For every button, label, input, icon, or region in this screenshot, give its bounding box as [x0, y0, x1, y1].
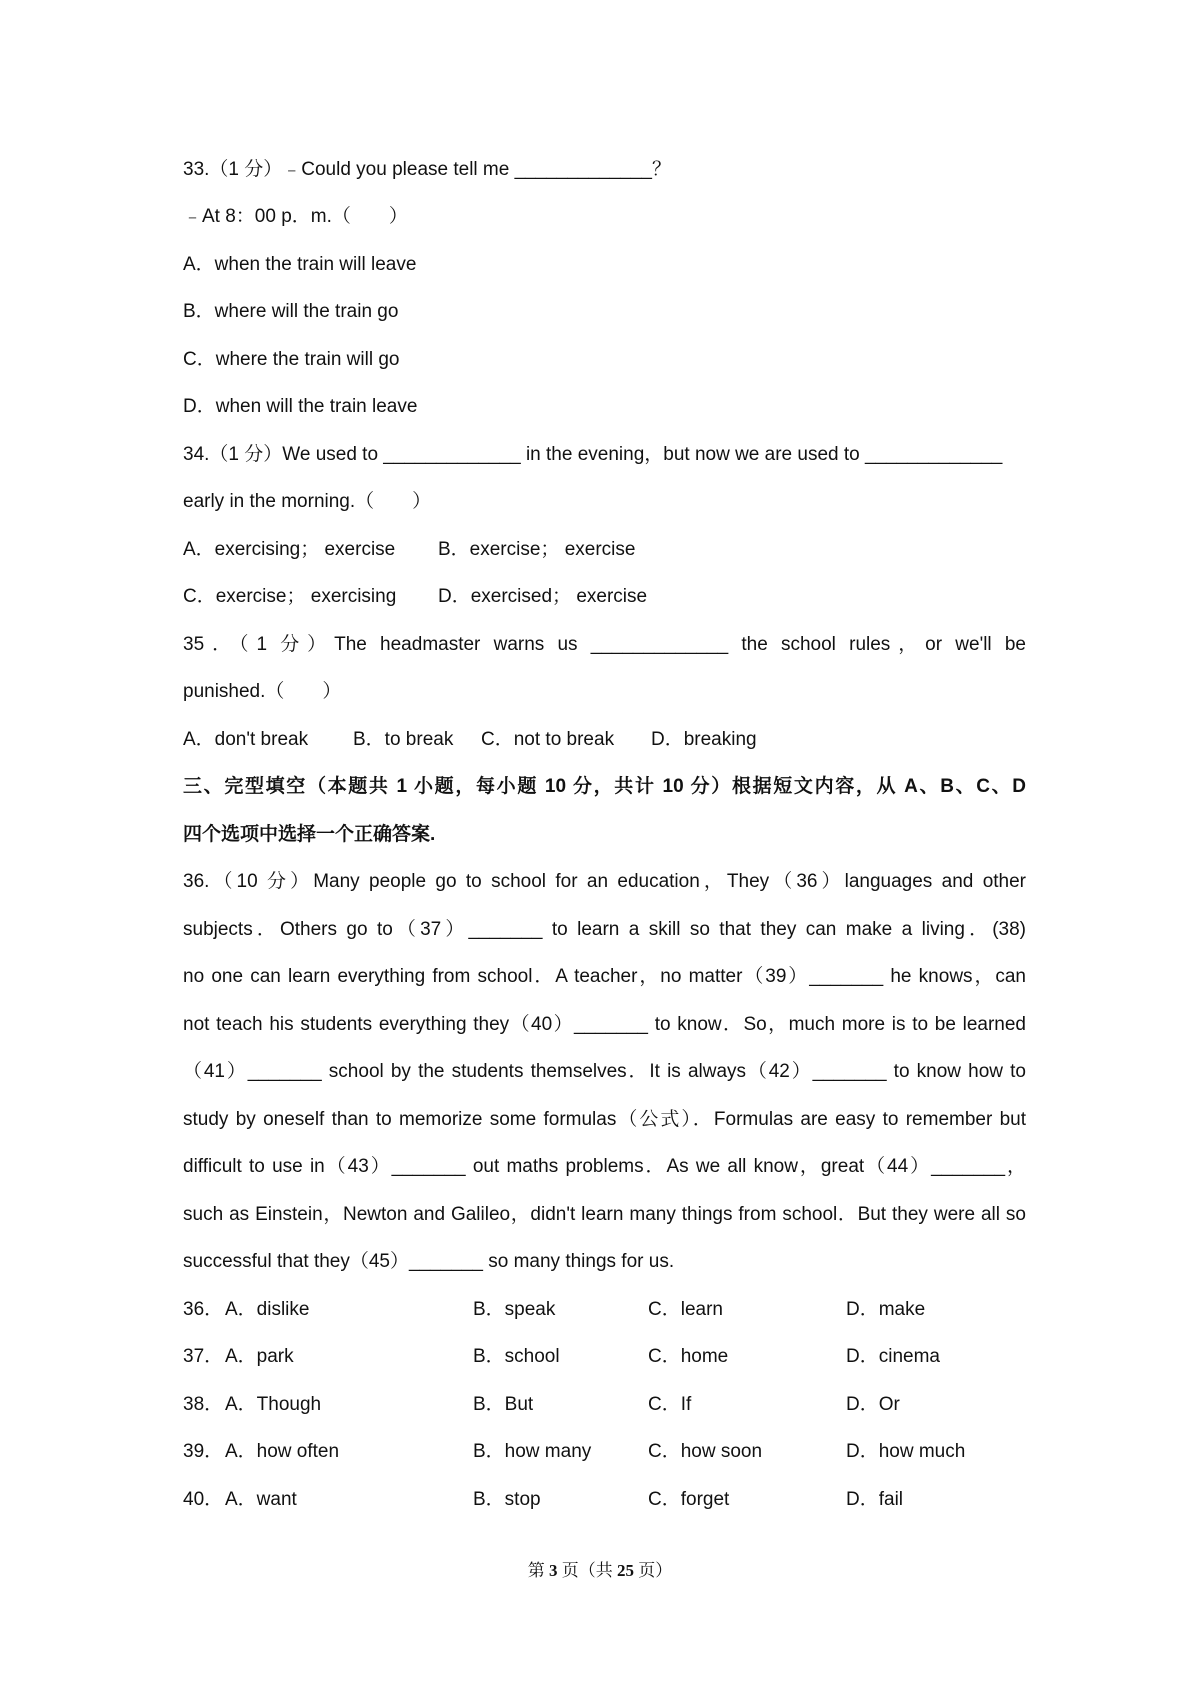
- passage-line: successful that they（45）_______ so many things for us.: [183, 1251, 675, 1272]
- choice-b: B．school: [473, 1346, 560, 1367]
- passage-line: subjects．Others go to（37）_______ to learn a skill so that they can make a living．(38): [183, 919, 1026, 940]
- choice-c: C．how soon: [648, 1441, 763, 1462]
- passage-line: study by oneself than to memorize some formulas（公式）．Formulas are easy to remember but: [183, 1109, 1026, 1130]
- choice-number: 39．: [183, 1441, 224, 1462]
- choice-c: C．home: [648, 1346, 729, 1367]
- q34-options-row1: [183, 538, 1026, 562]
- choice-a: A．how often: [225, 1441, 340, 1462]
- choice-number: 38．: [183, 1394, 224, 1415]
- choice-row-37: [183, 1345, 1026, 1369]
- q34-option-b: B．exercise； exercise: [438, 539, 636, 560]
- q35-option-c: C．not to break: [481, 729, 615, 750]
- choice-d: D．Or: [846, 1394, 900, 1415]
- choice-row-36: [183, 1298, 1026, 1322]
- q34-option-a: A．exercising； exercise: [183, 539, 396, 560]
- choice-c: C．forget: [648, 1489, 730, 1510]
- choice-d: D．how much: [846, 1441, 966, 1462]
- section3-heading-line1: 三、完型填空（本题共 1 小题，每小题 10 分，共计 10 分）根据短文内容，从 A、B、C、D: [183, 776, 1026, 797]
- choice-row-39: [183, 1440, 1026, 1464]
- q35-option-b: B．to break: [353, 729, 454, 750]
- q34-stem-line1: 34.（1 分）We used to _____________ in the evening，but now we are used to _____________: [183, 444, 1003, 465]
- page-footer: [0, 1560, 1200, 1582]
- footer-total-pages: 25: [617, 1561, 634, 1580]
- choice-a: A．Though: [225, 1394, 322, 1415]
- footer-middle: 页（共: [557, 1561, 617, 1580]
- choice-number: 37．: [183, 1346, 224, 1367]
- q34-options-row2: [183, 585, 1026, 609]
- choice-a: A．dislike: [225, 1299, 310, 1320]
- q33-option-b: B．where will the train go: [183, 301, 399, 322]
- q35-option-d: D．breaking: [651, 729, 757, 750]
- choice-b: B．speak: [473, 1299, 556, 1320]
- q33-stem: 33.（1 分）﹣Could you please tell me _____________？: [183, 159, 671, 180]
- passage-line: such as Einstein，Newton and Galileo，didn't learn many things from school．But they were all so: [183, 1204, 1026, 1225]
- q35-option-a: A．don't break: [183, 729, 309, 750]
- choice-d: D．fail: [846, 1489, 904, 1510]
- choice-row-38: [183, 1393, 1026, 1417]
- passage-line: 36.（10 分）Many people go to school for an education，They（36）languages and other: [183, 871, 1026, 892]
- choice-number: 36．: [183, 1299, 224, 1320]
- q34-option-c: C．exercise； exercising: [183, 586, 397, 607]
- choice-d: D．make: [846, 1299, 926, 1320]
- choice-b: B．But: [473, 1394, 534, 1415]
- q34-stem-line2: early in the morning.（ ）: [183, 491, 432, 512]
- choice-a: A．want: [225, 1489, 297, 1510]
- passage-line: no one can learn everything from school．A teacher，no matter（39）_______ he knows，can: [183, 966, 1026, 987]
- choice-b: B．stop: [473, 1489, 541, 1510]
- choice-a: A．park: [225, 1346, 294, 1367]
- passage-line: not teach his students everything they（40）_______ to know．So，much more is to be learned: [183, 1014, 1026, 1035]
- passage-line: difficult to use in（43）_______ out maths problems．As we all know，great（44）_______，: [183, 1156, 1026, 1177]
- passage-line: （41）_______ school by the students themselves．It is always（42）_______ to know how to: [183, 1061, 1026, 1082]
- q35-options-row: [183, 728, 1026, 752]
- choice-b: B．how many: [473, 1441, 592, 1462]
- q33-answer-line: ﹣At 8：00 p．m.（ ）: [183, 206, 408, 227]
- choice-d: D．cinema: [846, 1346, 940, 1367]
- q33-option-a: A．when the train will leave: [183, 254, 417, 275]
- choice-number: 40．: [183, 1489, 224, 1510]
- choice-c: C．If: [648, 1394, 692, 1415]
- choice-c: C．learn: [648, 1299, 723, 1320]
- footer-page-number: 3: [549, 1561, 558, 1580]
- section3-heading-line2: 四个选项中选择一个正确答案.: [183, 824, 436, 845]
- q34-option-d: D．exercised； exercise: [438, 586, 648, 607]
- footer-prefix: 第: [527, 1561, 549, 1580]
- choice-row-40: [183, 1488, 1026, 1512]
- q33-option-c: C．where the train will go: [183, 349, 400, 370]
- q35-stem-line1: 35．（1 分）The headmaster warns us _____________ the school rules，or we'll be: [183, 634, 1026, 655]
- footer-suffix: 页）: [634, 1561, 673, 1580]
- q35-stem-line2: punished.（ ）: [183, 681, 342, 702]
- q33-option-d: D．when will the train leave: [183, 396, 418, 417]
